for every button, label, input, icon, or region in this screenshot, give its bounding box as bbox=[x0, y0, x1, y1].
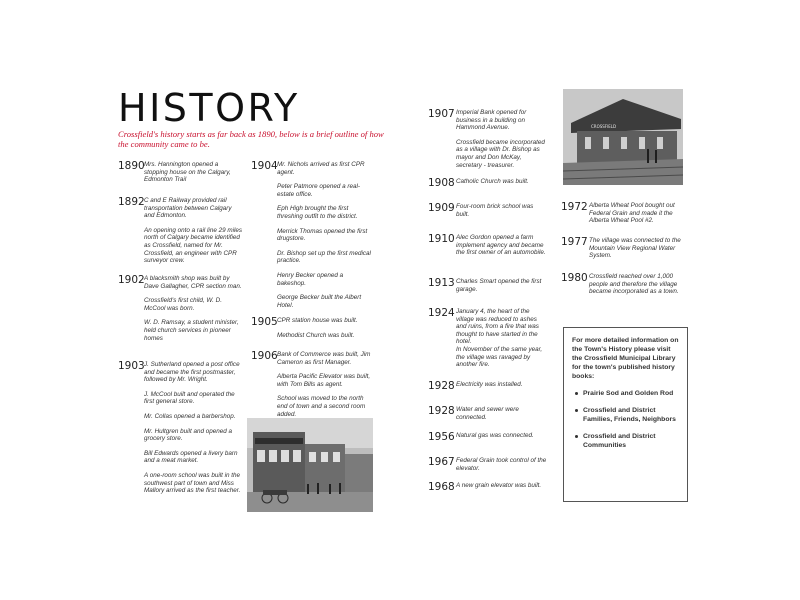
entry-year: 1956 bbox=[428, 431, 455, 443]
timeline-entry bbox=[118, 197, 243, 265]
entry-year: 1968 bbox=[428, 481, 455, 493]
entry-event: Water and sewer were connected. bbox=[456, 406, 519, 421]
entry-event: J. Sutherland opened a post office and became the first postmaster, followed by Mr. Wright. bbox=[144, 361, 240, 384]
entry-event: CPR station house was built. bbox=[277, 317, 358, 324]
entry-event: Catholic Church was built. bbox=[456, 178, 529, 185]
list-item: Prairie Sod and Golden Rod bbox=[572, 389, 679, 398]
entry-event: Imperial Bank opened for business in a building on Hammond Avenue. bbox=[456, 109, 527, 132]
entry-year: 1892 bbox=[118, 196, 145, 208]
street-photo bbox=[247, 418, 373, 512]
entry-event: Mr. Hultgren built and opened a grocery store. bbox=[144, 427, 232, 443]
page-title: HISTORY bbox=[118, 86, 300, 130]
entry-event: Federal Grain took control of the elevator. bbox=[456, 457, 547, 472]
timeline-entry bbox=[251, 351, 373, 418]
entry-year: 1890 bbox=[118, 160, 145, 172]
entry-year: 1902 bbox=[118, 274, 145, 286]
entry-year: 1967 bbox=[428, 456, 455, 468]
timeline-entry bbox=[561, 273, 686, 296]
entry-event: Mr. Collas opened a barbershop. bbox=[144, 412, 236, 420]
entry-year: 1908 bbox=[428, 177, 455, 189]
entry-year: 1972 bbox=[561, 201, 588, 213]
entry-event: The village was connected to the Mountain View Regional Water System. bbox=[589, 237, 681, 260]
entry-event: An opening onto a rail line 29 miles north of Calgary became identified as Crossfield, named for Mr. Crossfield, an engineer with CPR surveyor crew. bbox=[144, 226, 243, 265]
entry-event: A blacksmith shop was built by Dave Gallagher, CPR section man. bbox=[144, 275, 242, 290]
timeline-entry bbox=[428, 109, 548, 169]
entry-year: 1980 bbox=[561, 272, 588, 284]
street-photo-image bbox=[247, 418, 373, 512]
info-intro: For more detailed information on the Town's History please visit the Crossfield Municipal Library for the town's published history books: bbox=[572, 337, 679, 380]
entry-event: Mrs. Hannington opened a stopping house on the Calgary, Edmonton Trail bbox=[144, 161, 231, 184]
entry-year: 1903 bbox=[118, 360, 145, 372]
entry-event: Natural gas was connected. bbox=[456, 432, 534, 439]
entry-year: 1910 bbox=[428, 233, 455, 245]
entry-event: Henry Becker opened a bakeshop. bbox=[277, 271, 344, 287]
timeline-entry bbox=[428, 457, 548, 472]
timeline-entry bbox=[428, 234, 548, 257]
entry-event: Methodist Church was built. bbox=[277, 331, 355, 339]
entry-event: W. D. Ramsay, a student minister, held church services in pioneer homes bbox=[144, 319, 239, 342]
timeline-entry bbox=[428, 178, 548, 189]
station-photo-image bbox=[563, 89, 683, 185]
entry-event: Crossfield's first child, W. D. McCool was born. bbox=[144, 297, 222, 312]
station-photo bbox=[563, 89, 683, 185]
entry-year: 1928 bbox=[428, 380, 455, 392]
list-item: Crossfield and District Communities bbox=[572, 432, 679, 450]
entry-event: School was moved to the north end of town and a second room added. bbox=[277, 395, 366, 418]
timeline-entry bbox=[251, 161, 373, 309]
timeline-entry bbox=[428, 308, 548, 369]
timeline-entry bbox=[428, 482, 553, 493]
timeline-entry bbox=[561, 237, 686, 260]
entry-year: 1924 bbox=[428, 307, 455, 319]
timeline-entry bbox=[428, 406, 548, 421]
entry-event: Four-room brick school was built. bbox=[456, 203, 534, 218]
entry-event: Alberta Wheat Pool bought out Federal Grain and made it the Alberta Wheat Pool #2. bbox=[589, 202, 675, 225]
entry-event: Merrick Thomas opened the first drugstore. bbox=[277, 227, 368, 243]
entry-year: 1906 bbox=[251, 350, 278, 362]
entry-event: Charles Smart opened the first garage. bbox=[456, 278, 542, 293]
timeline-entry bbox=[428, 381, 548, 392]
page-subtitle: Crossfield's history starts as far back as 1890, below is a brief outline of how the community came to be. bbox=[118, 129, 384, 150]
history-books-list bbox=[572, 389, 679, 450]
entry-event: Bill Edwards opened a livery barn and a meat market. bbox=[144, 449, 238, 465]
entry-year: 1907 bbox=[428, 108, 455, 120]
timeline-entry bbox=[428, 278, 548, 293]
entry-event: Peter Patmore opened a real-estate office. bbox=[277, 183, 360, 198]
entry-event: Dr. Bishop set up the first medical practice. bbox=[277, 249, 371, 265]
entry-year: 1928 bbox=[428, 405, 455, 417]
entry-event: Eph High brought the first threshing outfit to the district. bbox=[277, 205, 358, 220]
station-sign: CROSSFIELD bbox=[591, 124, 617, 129]
entry-event: January 4, the heart of the village was reduced to ashes and ruins, from a fire that was thought to have started in the hotel. In November of the same year, the village was ravaged by another fire. bbox=[456, 308, 543, 369]
timeline-entry bbox=[118, 275, 243, 342]
list-item: Crossfield and District Families, Friends, Neighbors bbox=[572, 406, 679, 424]
timeline-entry bbox=[561, 202, 686, 225]
entry-event: Crossfield became incorporated as a village with Dr. Bishop as mayor and Don McKay, secretary - treasurer. bbox=[456, 138, 545, 169]
entry-event: Electricity was installed. bbox=[456, 381, 523, 388]
entry-event: Bank of Commerce was built, Jim Cameron as first Manager. bbox=[277, 351, 371, 366]
timeline-entry bbox=[251, 317, 373, 339]
entry-year: 1904 bbox=[251, 160, 278, 172]
library-info-box bbox=[563, 327, 688, 502]
entry-year: 1909 bbox=[428, 202, 455, 214]
entry-event: A one-room school was built in the southwest part of town and Miss Mallory arrived as the first teacher. bbox=[144, 471, 241, 495]
entry-year: 1913 bbox=[428, 277, 455, 289]
entry-event: Alec Gordon opened a farm implement agency and became the first owner of an automobile. bbox=[456, 234, 546, 257]
timeline-entry bbox=[118, 161, 243, 184]
entry-event: A new grain elevator was built. bbox=[456, 482, 542, 489]
entry-event: George Becker built the Albert Hotel. bbox=[277, 294, 362, 309]
entry-year: 1905 bbox=[251, 316, 278, 328]
entry-event: C and E Railway provided rail transportation between Calgary and Edmonton. bbox=[144, 197, 232, 220]
timeline-entry bbox=[428, 432, 548, 443]
timeline-entry bbox=[118, 361, 243, 495]
timeline-entry bbox=[428, 203, 548, 218]
entry-event: Mr. Nichols arrived as first CPR agent. bbox=[277, 161, 365, 176]
entry-event: J. McCool built and operated the first general store. bbox=[144, 390, 235, 406]
entry-event: Crossfield reached over 1,000 people and therefore the village became incorporated as a town. bbox=[589, 273, 679, 296]
entry-year: 1977 bbox=[561, 236, 588, 248]
entry-event: Alberta Pacific Elevator was built, with Tom Bills as agent. bbox=[277, 373, 371, 388]
